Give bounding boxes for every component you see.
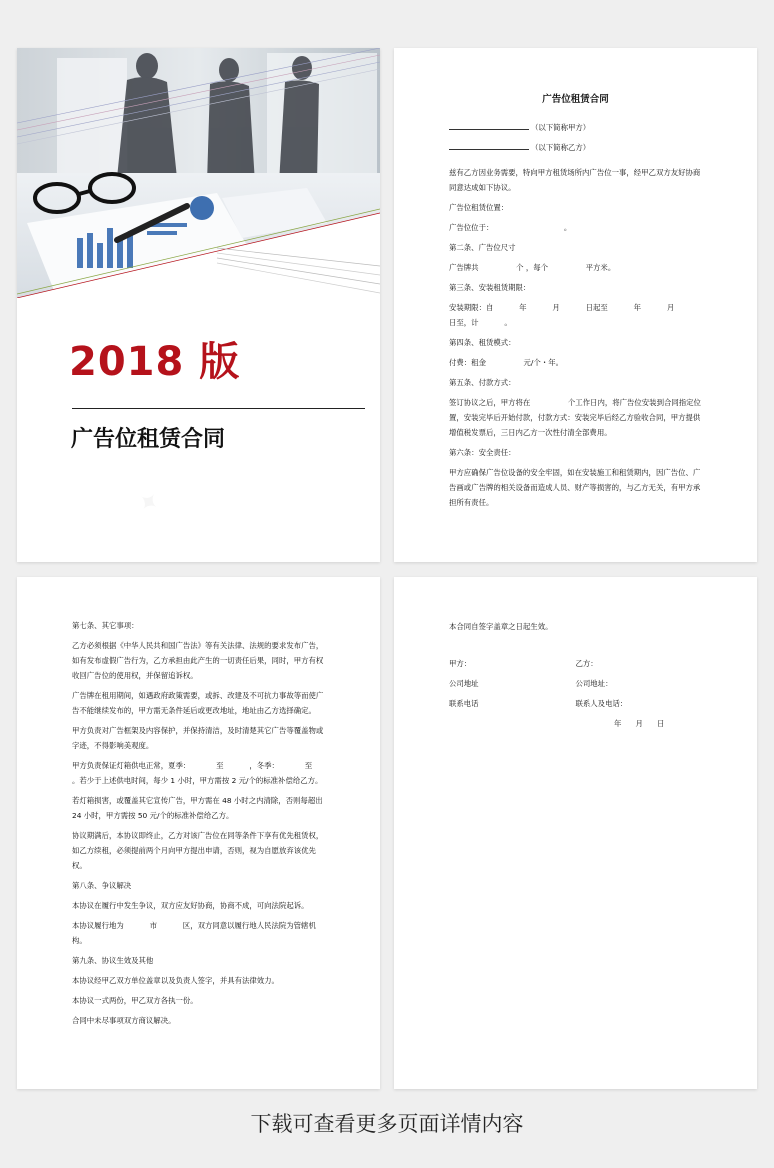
paragraph: 广告位租赁位置： [449,203,509,212]
party-a-label: 甲方： [449,659,472,668]
paragraph: 兹有乙方因业务需要，特向甲方租赁场所内广告位一事，经甲乙双方友好协商同意达成如下协议。 [449,168,701,192]
paragraph: 本协议经甲乙双方单位盖章以及负责人签字，并具有法律效力。 [72,976,279,985]
paragraph: 第五条、付款方式： [449,378,516,387]
paragraph: 第六条：安全责任： [449,448,516,457]
phone-row [449,696,702,711]
paragraph: 本协议一式两份，甲乙双方各执一份。 [72,996,198,1005]
party-a-phone: 联系电话 [449,699,479,708]
footer-caption: 下载可查看更多页面详情内容 [250,1112,524,1136]
paragraph: 合同中未尽事项双方商议解决。 [72,1016,176,1025]
contract-page-3 [394,577,757,1089]
contract-page-1 [394,48,757,562]
party-b-phone: 联系人及电话： [575,699,628,708]
paragraph: 若灯箱损害，或覆盖其它宣传广告，甲方需在 48 小时之内清除，否则每超出 24 小时，甲方需按 50 元/个的标准补偿给乙方。 [72,796,323,820]
paragraph: 广告牌共 个 ，每个 平方米。 [449,263,616,272]
party-b-line: （以下简称乙方） [449,140,702,155]
paragraph: 签订协议之后，甲方将在 个工作日内，将广告位安装到合同指定位置，安装完毕后开始付款，付款方式：安装完毕后经乙方验收合同，甲方提供增值税发票后，三日内乙方一次性付清全部费用。 [449,398,701,437]
party-a-address: 公司地址 [449,679,479,688]
party-b-address: 公司地址： [575,679,613,688]
address-row [449,676,702,691]
paragraph: 第二条、广告位尺寸 [449,243,516,252]
cover-year: 2018 版 [69,339,241,385]
paragraph: 第七条、其它事项： [72,621,139,630]
cover-title: 广告位租赁合同 [71,427,226,452]
contract-title: 广告位租赁合同 [542,94,609,105]
watermark [130,484,165,521]
paragraph: 甲方应确保广告位设备的安全牢固，如在安装施工和租赁期内，因广告位、广告画或广告牌的相关设备而造成人员、财产等损害的，与乙方无关，有甲方承担所有责任。 [449,468,701,507]
paragraph: 第九条、协议生效及其他 [72,956,154,965]
party-a-line: （以下简称甲方） [449,120,702,135]
paragraph: 第四条、租赁模式： [449,338,516,347]
paragraph: 第八条、争议解决 [72,881,132,890]
paragraph: 安装期限：自 年 月 日起至 年 月 日至，计 。 [449,303,701,327]
sign-date: 年 月 日 [614,719,665,728]
party-row [449,656,702,671]
paragraph: 付费：租金 元/个・年。 [449,358,563,367]
paragraph: 甲方负责保证灯箱供电正常，夏季： 至 ，冬季： 至 。若少于上述供电时间，每少 1 小时，甲方需按 2 元/个的标准补偿给乙方。 [72,761,338,785]
paragraph: 广告位位于： 。 [449,223,572,232]
paragraph: 甲方负责对广告框架及内容保护，并保持清洁，及时清楚其它广告等覆盖物或字迹，不得影响美观度。 [72,726,324,750]
cover-photo [17,48,380,298]
cover-divider [72,408,365,409]
paragraph: 本协议履行地为 市 区，双方同意以履行地人民法院为管辖机构。 [72,921,316,945]
contract-page-2 [17,577,380,1089]
paragraph: 第三条、安装租赁期限： [449,283,531,292]
effective-clause: 本合同自签字盖章之日起生效。 [449,622,553,631]
paragraph: 乙方必须根据《中华人民共和国广告法》等有关法律、法规的要求发布广告，如有发布虚假广告行为，乙方承担由此产生的一切责任后果，同时，甲方有权收回广告位的使用权，并保留追诉权。 [72,641,324,680]
paragraph: 广告牌在租用期间，如遇政府政策需要，或拆、改建及不可抗力事故等而使广告不能继续发布的，甲方需无条件延后或更改地址，地址由乙方选择确定。 [72,691,324,715]
paragraph: 本协议在履行中发生争议，双方应友好协商，协商不成，可向法院起诉。 [72,901,309,910]
party-b-label: 乙方： [575,659,598,668]
cover-page [17,48,380,562]
paragraph: 协议期满后，本协议即终止，乙方对该广告位在同等条件下享有优先租赁权，如乙方续租，必须提前两个月向甲方提出申请，否则，视为自愿放弃该优先权。 [72,831,324,870]
